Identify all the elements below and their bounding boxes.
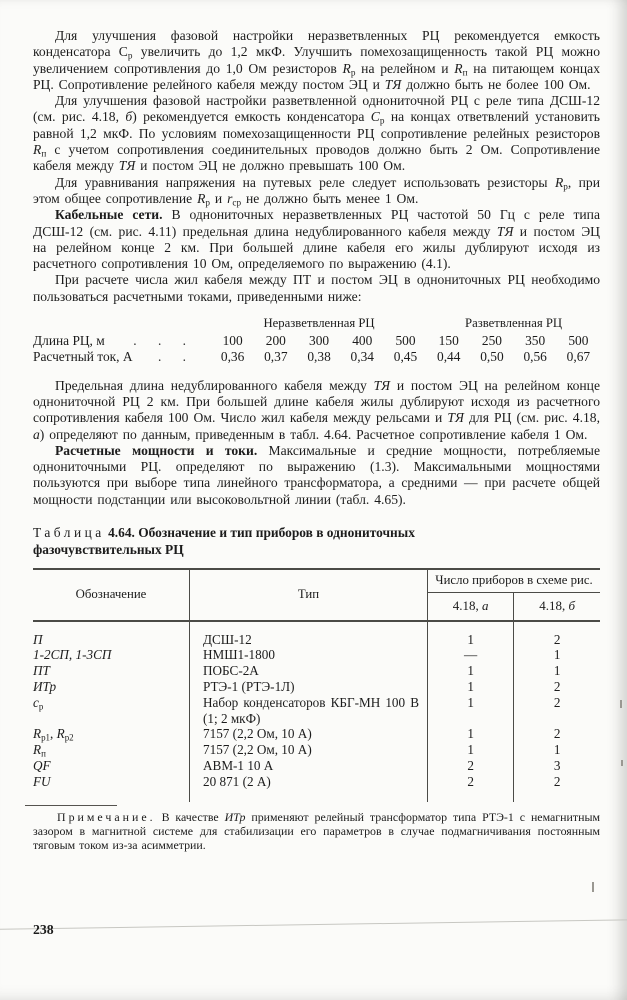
table-row xyxy=(33,742,600,758)
label-text: Длина РЦ, м xyxy=(33,333,105,349)
paragraph-design-power xyxy=(33,443,600,508)
length-value: 300 xyxy=(309,333,330,349)
length-value: 100 xyxy=(222,333,243,349)
spacer xyxy=(33,315,211,331)
cell-designation: ПТ xyxy=(33,663,190,679)
length-value: 500 xyxy=(568,333,589,349)
design-power-text: Максимальные и средние мощности, потребляемые однониточными РЦ. определяют по выражению (1.3). Максимальными мощностями пользуются при выборе типа линейного трансформатора, а средними — при расчете общей мощности подстанции или высоковольтной линии (табл. 4.65). xyxy=(33,442,600,507)
scan-artifact-line xyxy=(0,919,627,930)
cell-type: 7157 (2,2 Ом, 10 А) xyxy=(190,742,428,758)
length-value: 500 xyxy=(395,333,416,349)
current-value: 0,50 xyxy=(480,349,504,365)
cell-designation: $R_п$ xyxy=(33,742,190,758)
table-row-filler xyxy=(33,790,600,802)
table-body xyxy=(33,621,600,802)
cell-count-b: 1 xyxy=(553,647,561,663)
column-header-fig-b: 4.18, б xyxy=(514,592,600,621)
table-footnote xyxy=(33,810,600,853)
row-length xyxy=(33,333,600,349)
cell-type: ДСШ-12 xyxy=(190,621,428,648)
cell-designation: $R_{р1}$, $R_{р2}$ xyxy=(33,726,190,742)
table-4-64 xyxy=(33,568,600,801)
current-value: 0,38 xyxy=(307,349,331,365)
cell-count-a: 1 xyxy=(428,621,514,648)
current-value: 0,56 xyxy=(523,349,547,365)
group-header-branched: Разветвленная РЦ xyxy=(465,316,563,331)
table-row xyxy=(33,647,600,663)
design-currents-listing xyxy=(33,315,600,366)
filler-cell xyxy=(190,790,428,802)
label-text: Расчетный ток, А xyxy=(33,349,133,365)
cell-count-b: 2 xyxy=(553,678,561,694)
current-value: 0,44 xyxy=(437,349,461,365)
table-row xyxy=(33,621,600,648)
group-header-unbranched: Неразветвленная РЦ xyxy=(263,316,375,331)
cell-designation: П xyxy=(33,621,190,648)
cell-count-b: 1 xyxy=(553,663,561,679)
paragraph-phase-tuning-unbranched: Для улучшения фазовой настройки неразветвленных РЦ рекомендуется емкость конденсатора $С_р$ увеличить до 1,2 мкФ. Улучшить помехозащищенность такой РЦ можно увеличением сопротивления до 1,0 Ом резисторов $R_р$ на релейном и $R_п$ на питающем концах РЦ. Сопротивление релейного кабеля между постом ЭЦ и ТЯ должно быть не более 100 Ом. xyxy=(33,28,601,92)
cell-count-a: 1 xyxy=(428,726,514,742)
table-caption-title: 4.64. Обозначение и тип приборов в однониточных фазочувствительных РЦ xyxy=(33,525,415,558)
paragraph-wire-count-intro: При расчете числа жил кабеля между ПТ и постом ЭЦ в однониточных РЦ необходимо пользоваться расчетными токами, приведенными ниже: xyxy=(33,272,600,304)
length-value: 250 xyxy=(481,333,502,349)
paragraph-cable-limit: Предельная длина недублированного кабеля между ТЯ и постом ЭЦ на релейном конце однониточной РЦ 2 км. При большей длине кабеля жилы дублируют исходя из расчетного сопротивления кабеля 100 Ом. Число жил кабеля между рельсами и ТЯ для РЦ (см. рис. 4.18, а) определяют по данным, приведенным в табл. 4.64. Расчетное сопротивление кабеля 1 Ом. xyxy=(33,377,600,442)
scan-edge-mark xyxy=(621,760,623,766)
cell-designation: $с_р$ xyxy=(33,695,190,727)
page-number: 238 xyxy=(33,922,54,937)
cell-type: АВМ-1 10 А xyxy=(190,758,428,774)
length-value: 400 xyxy=(352,333,373,349)
dot-leader: . . xyxy=(157,349,195,365)
table-row xyxy=(33,758,600,774)
cell-designation: QF xyxy=(33,758,190,774)
current-value: 0,45 xyxy=(393,349,418,365)
footnote-separator xyxy=(25,805,117,806)
table-caption-label: Таблица xyxy=(33,525,105,541)
cell-count-b: 2 xyxy=(553,726,561,742)
cell-designation: FU xyxy=(33,774,190,790)
row-current xyxy=(33,349,600,365)
paragraph-phase-tuning-branched: Для улучшения фазовой настройки разветвленной однониточной РЦ с реле типа ДСШ-12 (см. рис. 4.18, б) рекомендуется емкость конденсатора $С_р$ на концах ответвлений установить равной 1,2 мкФ. По условиям помехозащищенности РЦ сопротивление релейных резисторов $R_п$ с учетом сопротивления соединительных проводов должно быть 2 Ом. Сопротивление кабеля между ТЯ и постом ЭЦ не должно превышать 100 Ом. xyxy=(33,93,600,174)
design-currents-headers xyxy=(33,315,600,331)
column-header-type: Тип xyxy=(190,569,428,621)
cell-type: НМШ1-1800 xyxy=(190,647,428,663)
cell-count-b: 2 xyxy=(553,773,561,789)
page-content xyxy=(33,28,600,853)
cell-count-a: 1 xyxy=(428,695,514,727)
current-value: 0,34 xyxy=(350,349,374,365)
scan-edge-mark xyxy=(620,700,622,708)
column-header-device-count-group: Число приборов в схеме рис. xyxy=(428,569,601,592)
length-value: 150 xyxy=(438,333,459,349)
table-row xyxy=(33,695,600,727)
table-row xyxy=(33,774,600,790)
cell-count-a: 2 xyxy=(428,774,514,790)
table-row xyxy=(33,663,600,679)
cell-count-b: 2 xyxy=(553,694,561,710)
cell-count-b: 1 xyxy=(553,742,561,758)
design-power-heading: Расчетные мощности и токи. xyxy=(55,442,258,458)
cell-count-a: 1 xyxy=(428,679,514,695)
cell-count-a: — xyxy=(428,647,514,663)
cell-count-b: 2 xyxy=(553,631,561,647)
length-value: 200 xyxy=(265,333,286,349)
cell-count-a: 2 xyxy=(428,758,514,774)
cell-count-a: 1 xyxy=(428,742,514,758)
cell-type: 20 871 (2 А) xyxy=(190,774,428,790)
footnote-text: В качестве ИТр применяют релейный трансформатор типа РТЭ-1 с немагнитным зазором в магнитной системе для стабилизации его параметров в случае подмагничивания постоянным тяговым током из-за асимметрии. xyxy=(33,809,600,853)
column-header-fig-a: 4.18, а xyxy=(428,592,514,621)
cable-networks-heading: Кабельные сети. xyxy=(55,207,163,223)
table-caption xyxy=(33,524,525,558)
filler-cell xyxy=(428,790,514,802)
cell-type: 7157 (2,2 Ом, 10 А) xyxy=(190,726,428,742)
cable-networks-text: В однониточных неразветвленных РЦ частотой 50 Гц с реле типа ДСШ-12 (см. рис. 4.11) предельная длина недублированного кабеля между ТЯ и постом ЭЦ на релейном конце 2 км. При большей длине кабеля его жилы дублируют исходя из расчетного сопротивления 10 Ом, определяемого по выражению (4.1). xyxy=(33,207,601,272)
scan-edge-mark xyxy=(592,882,594,892)
row-length-label xyxy=(33,333,211,349)
column-header-designation: Обозначение xyxy=(33,569,190,621)
paragraph-cable-networks xyxy=(33,207,600,272)
cell-type: РТЭ-1 (РТЭ-1Л) xyxy=(190,679,428,695)
filler-cell xyxy=(514,790,600,802)
cell-count-b: 3 xyxy=(553,757,561,773)
cell-type: Набор конденсаторов КБГ-МН 100 В (1; 2 мкФ) xyxy=(190,695,428,727)
cell-count-a: 1 xyxy=(428,663,514,679)
filler-cell xyxy=(33,790,190,802)
dot-leader: . . . xyxy=(133,333,195,349)
table-row xyxy=(33,726,600,742)
current-value: 0,67 xyxy=(566,349,591,365)
row-current-label xyxy=(33,349,211,365)
table-header xyxy=(33,569,600,621)
length-value: 350 xyxy=(525,333,546,349)
current-value: 0,36 xyxy=(220,349,245,365)
cell-designation: 1-2СП, 1-3СП xyxy=(33,647,190,663)
footnote-label: Примечание. xyxy=(57,809,156,824)
cell-designation: ИТр xyxy=(33,679,190,695)
cell-type: ПОБС-2А xyxy=(190,663,428,679)
current-value: 0,37 xyxy=(264,349,288,365)
table-row xyxy=(33,679,600,695)
paragraph-voltage-equalizing: Для уравнивания напряжения на путевых реле следует использовать резисторы $R_р$, при этом общее сопротивление $R_р$ и $r_{ср}$ не должно быть менее 1 Ом. xyxy=(33,174,600,208)
